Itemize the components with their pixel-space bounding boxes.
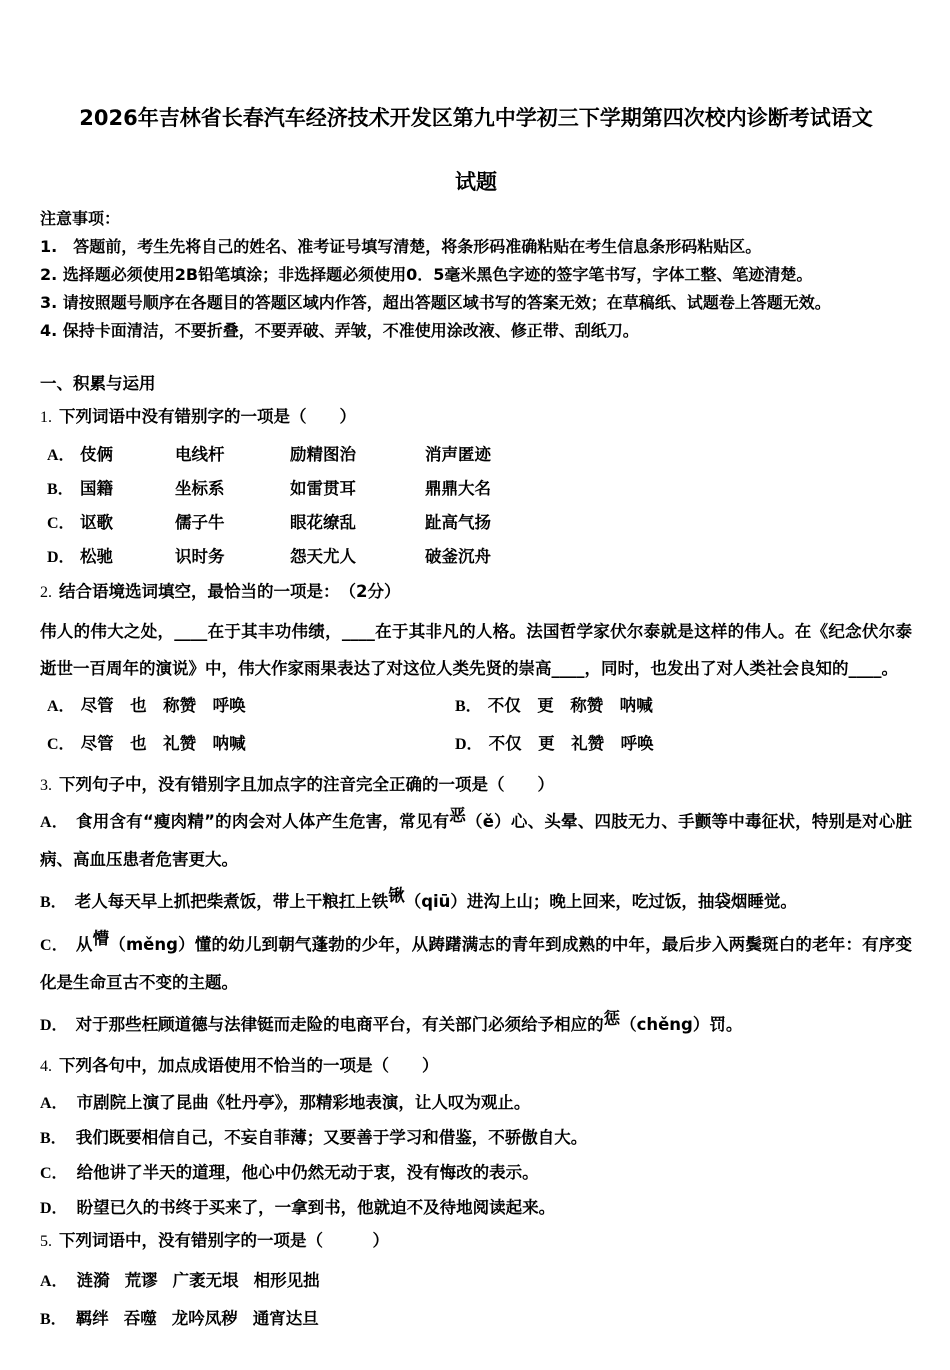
option-paragraph — [40, 926, 912, 1001]
option-text: 对于那些枉顾道德与法律铤而走险的电商平台，有关部门必须给予相应的 — [75, 1015, 604, 1034]
word-cell: 龙吟凤秽 — [171, 1309, 238, 1328]
option-label: C． — [40, 937, 68, 954]
option-paragraph — [40, 803, 912, 878]
word-cell: 广袤无垠 — [172, 1271, 239, 1290]
word-row — [47, 444, 912, 466]
word-cell: 吞噬 — [123, 1309, 157, 1328]
notice-item: 1. 答题前，考生先将自己的姓名、准考证号填写清楚，将条形码准确粘贴在考生信息条形码粘贴区。 — [40, 237, 762, 256]
option-item — [47, 687, 455, 725]
question-5 — [40, 1229, 912, 1330]
option-text: （chěng）罚。 — [620, 1015, 743, 1034]
section-heading: 一、积累与运用 — [40, 374, 156, 393]
option-label: B． — [40, 1130, 67, 1147]
word-cell: 电线杆 — [175, 445, 225, 464]
option-text: （měng）懂的幼儿到朝气蓬勃的少年，从踌躇满志的青年到成熟的中年，最后步入两鬓斑白的老年：有序变化是生命亘古不变的主题。 — [40, 935, 912, 992]
option-text: 老人每天早上抓把柴煮饭，带上干粮扛上铁 — [74, 892, 389, 911]
notice-item: 4. 保持卡面清洁，不要折叠，不要弄破、弄皱，不准使用涂改液、修正带、刮纸刀。 — [40, 321, 639, 340]
word-cell: 相形见拙 — [253, 1271, 320, 1290]
word-cell: 破釜沉舟 — [425, 547, 491, 566]
option-text: （ě）心、头晕、四肢无力、手颤等中毒征状，特别是对心脏病、高血压患者危害更大。 — [40, 812, 912, 869]
word-cell: 消声匿迹 — [425, 445, 491, 464]
option-text: （qiū）进沟上山；晚上回来，吃过饭，抽袋烟睡觉。 — [404, 892, 797, 911]
option-label: B． — [40, 1311, 67, 1328]
question-stem-text: 下列句子中，没有错别字且加点字的注音完全正确的一项是（ ） — [59, 775, 554, 794]
raised-char: 惩 — [603, 1009, 621, 1028]
option-line — [40, 1197, 912, 1219]
option-label: A． — [40, 1273, 68, 1290]
question-1-stem — [40, 405, 912, 430]
word-cell: 坐标系 — [175, 479, 225, 498]
option-pair-line — [47, 725, 912, 763]
option-label: A． — [40, 814, 68, 831]
word-row — [47, 512, 912, 534]
word-cell: 伎俩 — [80, 445, 113, 464]
question-stem-text: 下列词语中没有错别字的一项是（ ） — [59, 407, 356, 426]
question-number: 5. — [40, 1233, 52, 1250]
question-number: 4. — [40, 1058, 52, 1075]
question-4 — [40, 1054, 912, 1219]
option-label: B． — [455, 698, 482, 715]
option-item — [455, 687, 653, 725]
question-number: 2. — [40, 584, 52, 601]
option-label: B． — [47, 481, 74, 498]
word-cell: 讴歌 — [80, 513, 113, 532]
option-item — [455, 725, 654, 763]
word-cell: 趾高气扬 — [425, 513, 491, 532]
option-line — [40, 1127, 912, 1149]
word-cell: 鼎鼎大名 — [425, 479, 491, 498]
option-label: B． — [40, 894, 67, 911]
raised-char: 懵 — [92, 929, 110, 948]
question-2 — [40, 580, 912, 763]
option-text: 不仅 更 礼赞 呼唤 — [488, 734, 654, 753]
word-table — [47, 444, 912, 568]
word-cell: 如雷贯耳 — [290, 479, 356, 498]
word-cell: 通宵达旦 — [252, 1309, 319, 1328]
word-cell: 儒子牛 — [175, 513, 225, 532]
option-pair-line — [47, 687, 912, 725]
word-cell: 羁绊 — [75, 1309, 109, 1328]
notice-item: 2. 选择题必须使用2B铅笔填涂；非选择题必须使用0．5毫米黑色字迹的签字笔书写，字体工整、笔迹清楚。 — [40, 265, 813, 284]
question-2-passage: 伟人的伟大之处，____在于其丰功伟绩，____在于其非凡的人格。法国哲学家伏尔泰就是这样的伟人。在《纪念伏尔泰逝世一百周年的演说》中，伟大作家雨果表达了对这位人类先贤的崇高____，同时，也发出了对人类社会良知的____。 — [40, 622, 912, 678]
option-text: 给他讲了半天的道理，他心中仍然无动于衷，没有悔改的表示。 — [76, 1163, 539, 1182]
question-stem-text: 结合语境选词填空，最恰当的一项是： （2分） — [59, 582, 401, 601]
option-label: C． — [47, 736, 75, 753]
option-label: C． — [47, 515, 75, 532]
notice-list — [40, 233, 912, 345]
word-cell: 荒谬 — [124, 1271, 158, 1290]
question-5-stem — [40, 1229, 912, 1254]
raised-char: 恶 — [449, 806, 467, 825]
option-paragraph — [40, 1006, 912, 1044]
option-label: A． — [40, 1095, 68, 1112]
option-label: A． — [47, 447, 75, 464]
option-text: 尽管 也 礼赞 呐喊 — [80, 734, 246, 753]
question-1 — [40, 405, 912, 568]
question-4-stem — [40, 1054, 912, 1079]
question-3 — [40, 773, 912, 1044]
word-row — [47, 546, 912, 568]
option-text: 从 — [75, 935, 93, 954]
word-cell: 涟漪 — [76, 1271, 110, 1290]
raised-char: 锹 — [388, 886, 405, 905]
question-3-stem — [40, 773, 912, 798]
exam-title-line1: 2026年吉林省长春汽车经济技术开发区第九中学初三下学期第四次校内诊断考试语文 — [79, 106, 873, 130]
word-cell: 识时务 — [175, 547, 225, 566]
option-text: 市剧院上演了昆曲《牡丹亭》，那精彩地表演，让人叹为观止。 — [76, 1093, 531, 1112]
word-cell: 怨天尤人 — [290, 547, 356, 566]
option-text: 尽管 也 称赞 呼唤 — [80, 696, 246, 715]
option-item — [47, 725, 455, 763]
option-label: D． — [40, 1200, 68, 1217]
question-stem-text: 下列词语中，没有错别字的一项是（ ） — [59, 1231, 389, 1250]
option-paragraph — [40, 883, 912, 921]
question-number: 1. — [40, 409, 52, 426]
word-cell: 励精图治 — [290, 445, 356, 464]
option-text: 盼望已久的书终于买来了，一拿到书，他就迫不及待地阅读起来。 — [76, 1198, 556, 1217]
option-label: D． — [455, 736, 483, 753]
option-label: D． — [47, 549, 75, 566]
option-text: 不仅 更 称赞 呐喊 — [487, 696, 653, 715]
option-label: D． — [40, 1017, 68, 1034]
word-line — [40, 1270, 912, 1292]
option-text: 我们既要相信自己，不妄自菲薄；又要善于学习和借鉴，不骄傲自大。 — [75, 1128, 588, 1147]
exam-title — [40, 104, 912, 196]
notice-item: 3. 请按照题号顺序在各题目的答题区域内作答，超出答题区域书写的答案无效；在草稿纸、试题卷上答题无效。 — [40, 293, 831, 312]
word-cell: 国籍 — [80, 479, 113, 498]
question-number: 3. — [40, 777, 52, 794]
exam-title-line2: 试题 — [455, 170, 497, 194]
question-stem-text: 下列各句中，加点成语使用不恰当的一项是（ ） — [59, 1056, 439, 1075]
question-2-options — [47, 687, 912, 763]
option-label: A． — [47, 698, 75, 715]
option-line — [40, 1162, 912, 1184]
question-2-stem — [40, 580, 912, 605]
word-row — [47, 478, 912, 500]
notice-heading: 注意事项： — [40, 209, 121, 228]
option-label: C． — [40, 1165, 68, 1182]
option-line — [40, 1092, 912, 1114]
word-line — [40, 1308, 912, 1330]
option-text: 食用含有“瘦肉精”的肉会对人体产生危害，常见有 — [76, 812, 450, 831]
word-cell: 眼花缭乱 — [290, 513, 356, 532]
word-cell: 松驰 — [80, 547, 113, 566]
